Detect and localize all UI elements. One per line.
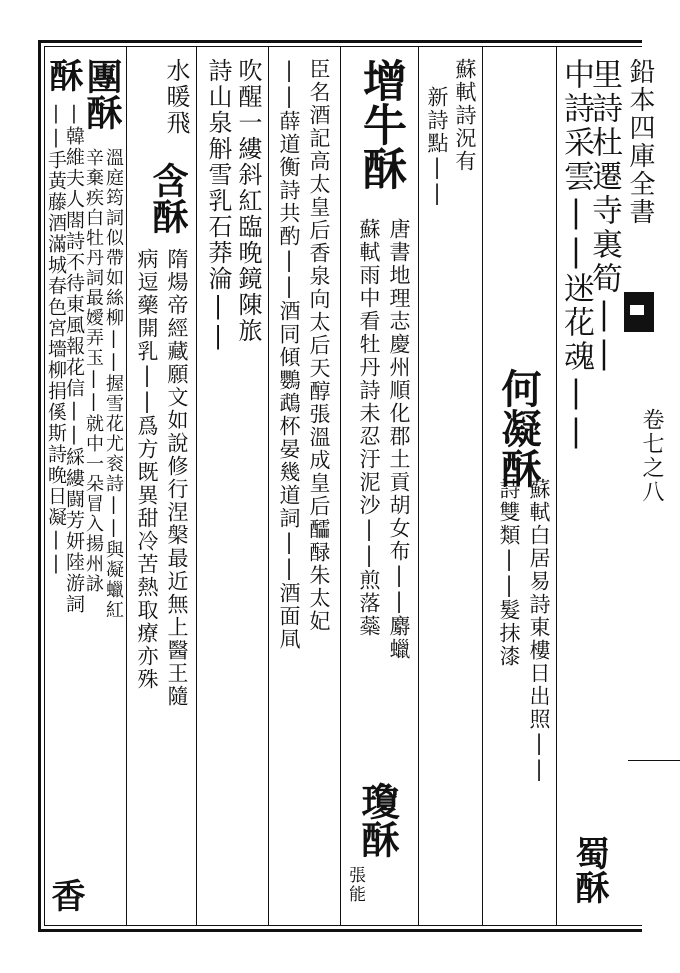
entry-heading: 增牛酥	[355, 58, 406, 190]
annotation-line: 張能	[345, 866, 365, 904]
entry-heading: 瓊酥	[355, 782, 400, 858]
text-column-5	[270, 58, 340, 918]
text-column-1	[558, 58, 622, 918]
entry-heading: 何凝酥	[495, 368, 542, 488]
annotation-line: 病逗藥開乳||爲方既異甜冷苦熱取療亦殊	[135, 248, 159, 691]
annotation-line: 臣名酒記高太皇后香泉向太后天醇張溫成皇后醽醁朱太妃	[307, 58, 331, 633]
text-line: 吹醒一縷斜紅臨晚鏡陳旅	[234, 58, 262, 344]
text-line: ||手黃藤酒滿城春色宮墻柳捐傒斯詩晚日凝||	[45, 102, 67, 576]
text-line: 水暖飛	[162, 58, 190, 136]
volume-label: 卷七之八	[639, 408, 664, 504]
column-rule	[340, 46, 341, 926]
text-line: 里詩杜遷寺裏筍||	[586, 58, 622, 374]
annotation-line: 溫庭筠詞似帶如絲柳||握雪花尤衮詩||與凝蠟紅	[103, 148, 124, 620]
annotation-line: 隋煬帝經藏願文如說修行涅槃最近無上醫王隨	[165, 248, 189, 708]
entry-heading: 酥	[43, 58, 83, 92]
column-rule	[126, 46, 127, 926]
column-rule	[418, 46, 419, 926]
text-line: 中詩采雲||迷花魂||	[558, 58, 594, 452]
text-column-9	[43, 58, 85, 918]
column-rule	[482, 46, 483, 926]
text-column-6	[198, 58, 268, 918]
annotation-line: 詩雙類||髮抹漆	[497, 478, 521, 668]
text-column-7	[128, 58, 196, 918]
text-column-4	[342, 58, 418, 918]
text-column-3	[420, 58, 482, 918]
annotation-line: 蘇軾雨中看牡丹詩未忍汙泥沙||煎落蘂	[357, 218, 381, 638]
text-line: 新詩點||	[425, 86, 449, 207]
annotation-line: 辛棄疾白牡丹詞最嬡弄玉||就中一朵冒入揚州詠	[83, 148, 104, 594]
text-column-8	[81, 58, 126, 918]
entry-heading: 香	[45, 878, 85, 912]
annotation-line: 蘇軾白居易詩東樓日出照||	[527, 478, 551, 783]
text-column-2	[484, 58, 556, 918]
column-rule	[268, 46, 269, 926]
text-line: 蘇軾詩況有	[453, 58, 477, 173]
margin-rule	[628, 760, 680, 761]
column-rule	[556, 46, 557, 926]
book-title: 鉛本四庫全書	[625, 58, 655, 226]
annotation-line: 唐書地理志慶州順化郡土貢胡女布||麝蠟	[387, 218, 411, 661]
entry-heading: 團酥	[81, 58, 123, 130]
fish-tail-notch	[630, 305, 644, 315]
entry-heading: 含酥	[147, 162, 189, 234]
entry-heading: 蜀酥	[569, 836, 609, 904]
column-rule	[196, 46, 197, 926]
text-line: 詩山泉斛雪乳石莽淪||	[204, 58, 232, 352]
text-line: |韓維夫人閤詩不待東風報花信||綵縷闘芳妍陸游詞	[63, 102, 85, 615]
annotation-line: ||薛道衡詩共酌||酒同傾鸚鵡杯晏幾道詞||酒面凬	[277, 58, 301, 651]
